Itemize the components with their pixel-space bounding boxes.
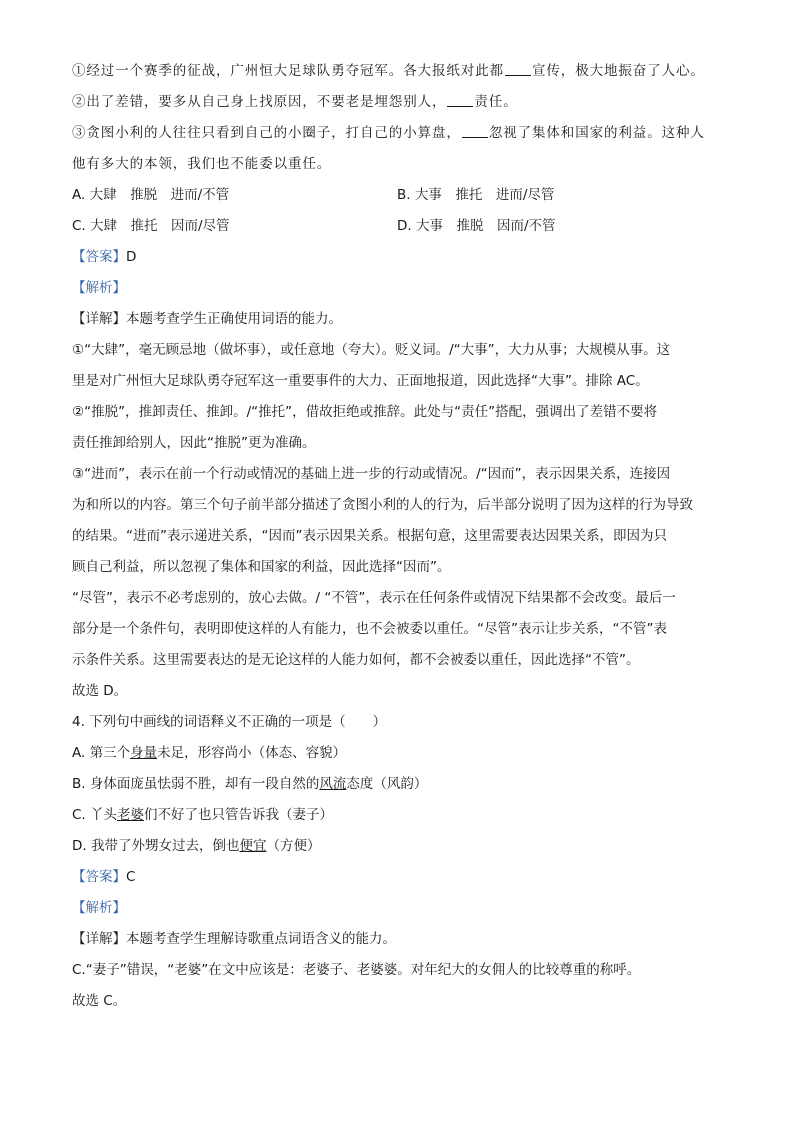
analysis-tag: 【解析】 xyxy=(72,900,126,916)
q3-answer xyxy=(72,242,732,273)
q3-explain-4a: “尽管”，表示不必考虑别的，放心去做。/ “不管”，表示在任何条件或情况下结果都不会改变。最后一 xyxy=(72,590,676,606)
document-page xyxy=(72,56,732,1017)
q3-conclusion: 故选 D。 xyxy=(72,683,128,699)
answer-value: C xyxy=(126,869,136,885)
q3-explain-3a: ③“进而”，表示在前一个行动或情况的基础上进一步的行动或情况。/“因而”，表示因果关系，连接因 xyxy=(72,466,671,482)
q3-sentence-2: ②出了差错，要多从自己身上找原因，不要老是埋怨别人， 责任。 xyxy=(72,94,518,110)
q3-explain-4b: 部分是一个条件句，表明即使这样的人有能力，也不会被委以重任。“尽管”表示让步关系，“不管”表 xyxy=(72,621,667,637)
q4-conclusion: 故选 C。 xyxy=(72,993,127,1009)
q4-option-a: A. 第三个身量未足，形容尚小（体态、容貌） xyxy=(72,745,347,761)
q3-sentence-3: ③贪图小利的人往往只看到自己的小圈子，打自己的小算盘， 忽视了集体和国家的利益。这种人 xyxy=(72,125,705,141)
blank xyxy=(447,93,473,107)
q4-answer xyxy=(72,862,732,893)
q4-option-d: D. 我带了外甥女过去，倒也便宜（方便） xyxy=(72,838,321,854)
q3-analysis-heading xyxy=(72,273,732,304)
blank xyxy=(462,124,488,138)
q3-detail-intro: 【详解】本题考查学生正确使用词语的能力。 xyxy=(72,311,342,327)
q3-explain-3d: 顾自己利益，所以忽视了集体和国家的利益，因此选择“因而”。 xyxy=(72,559,451,575)
q3-sentence-1: ①经过一个赛季的征战，广州恒大足球队勇夺冠军。各大报纸对此都 宣传，极大地振奋了人心。 xyxy=(72,63,705,79)
q4-option-b: B. 身体面庞虽怯弱不胜，却有一段自然的风流态度（风韵） xyxy=(72,776,428,792)
q3-explain-1b: 里是对广州恒大足球队勇夺冠军这一重要事件的大力、正面地报道，因此选择“大事”。排除 AC。 xyxy=(72,373,649,389)
q3-explain-3b: 为和所以的内容。第三个句子前半部分描述了贪图小利的人的行为，后半部分说明了因为这样的行为导致 xyxy=(72,497,693,513)
q4-explain: C.“妻子”错误，“老婆”在文中应该是：老婆子、老婆婆。对年纪大的女佣人的比较尊重的称呼。 xyxy=(72,962,641,978)
analysis-tag: 【解析】 xyxy=(72,280,126,296)
q3-options-row-2 xyxy=(72,211,732,242)
q3-option-a: A. 大肆 推脱 进而/不管 xyxy=(72,187,230,203)
blank xyxy=(505,62,531,76)
answer-tag: 【答案】 xyxy=(72,249,126,265)
q3-options-row-1 xyxy=(72,180,732,211)
q4-option-c: C. 丫头老婆们不好了也只管告诉我（妻子） xyxy=(72,807,334,823)
answer-tag: 【答案】 xyxy=(72,869,126,885)
q4-detail-intro: 【详解】本题考查学生理解诗歌重点词语含义的能力。 xyxy=(72,931,396,947)
q3-explain-3c: 的结果。“进而”表示递进关系，“因而”表示因果关系。根据句意，这里需要表达因果关系，即因为只 xyxy=(72,528,667,544)
q4-analysis-heading xyxy=(72,893,732,924)
q3-explain-4c: 示条件关系。这里需要表达的是无论这样的人能力如何，都不会被委以重任，因此选择“不管”。 xyxy=(72,652,640,668)
q3-explain-2b: 责任推卸给别人，因此“推脱”更为准确。 xyxy=(72,435,316,451)
q4-stem: 4. 下列句中画线的词语释义不正确的一项是（ ） xyxy=(72,714,387,730)
q3-sentence-3-cont: 他有多大的本领，我们也不能委以重任。 xyxy=(72,156,332,172)
q3-explain-1a: ①“大肆”，毫无顾忌地（做坏事），或任意地（夸大）。贬义词。/“大事”，大力从事；大规模从事。这 xyxy=(72,342,671,358)
q3-option-d: D. 大事 推脱 因而/不管 xyxy=(397,218,556,234)
answer-value: D xyxy=(126,249,137,265)
q3-option-b: B. 大事 推托 进而/尽管 xyxy=(397,187,555,203)
q3-explain-2a: ②“推脱”，推卸责任、推卸。/“推托”，借故拒绝或推辞。此处与“责任”搭配，强调出了差错不要将 xyxy=(72,404,658,420)
q3-option-c: C. 大肆 推托 因而/尽管 xyxy=(72,218,230,234)
